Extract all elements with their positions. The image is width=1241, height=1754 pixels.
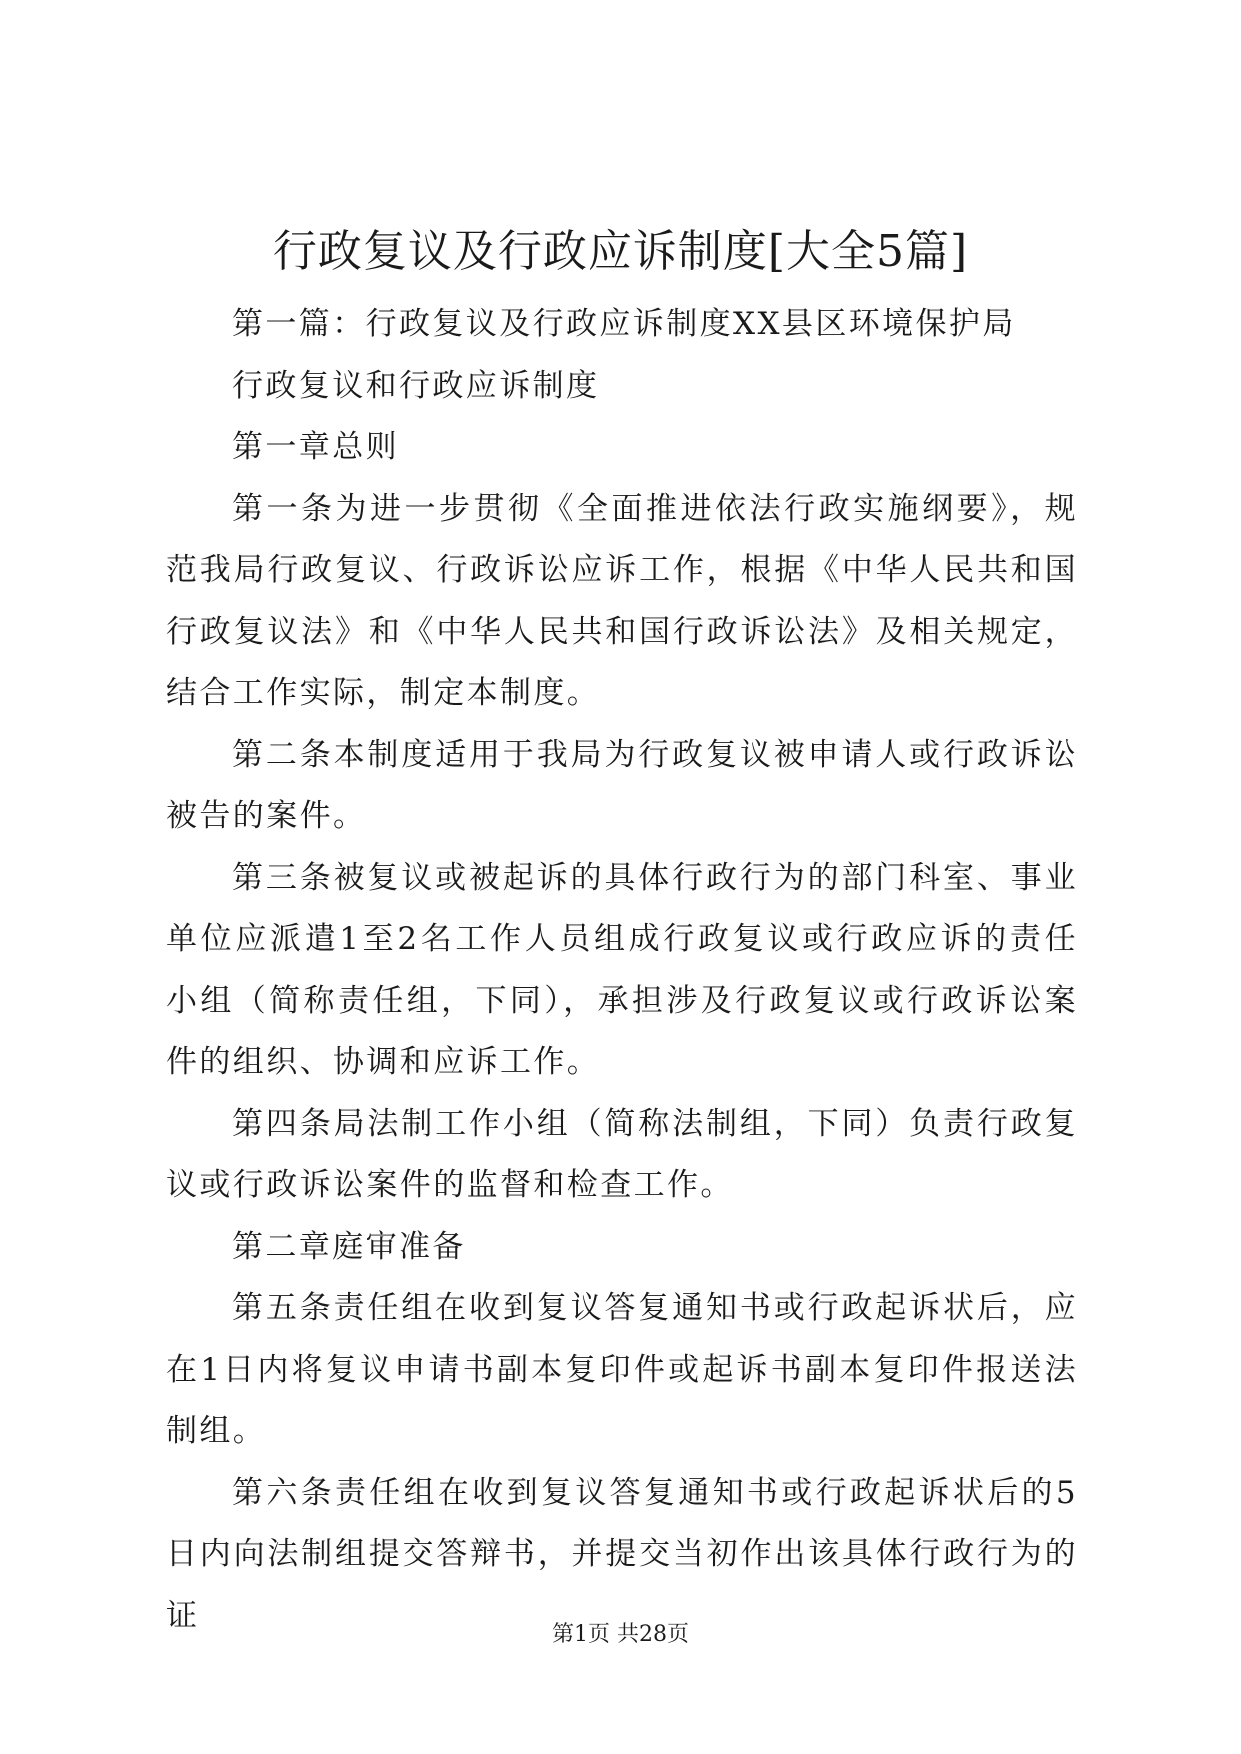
article-paragraph: 第三条被复议或被起诉的具体行政行为的部门科室、事业单位应派遣1至2名工作人员组成行政复议或行政应诉的责任小组（简称责任组，下同），承担涉及行政复议或行政诉讼案件的组织、协调和应诉工作。	[166, 859, 1078, 1080]
article-paragraph: 第四条局法制工作小组（简称法制组，下同）负责行政复议或行政诉讼案件的监督和检查工作。	[166, 1105, 1078, 1203]
article-paragraph: 第五条责任组在收到复议答复通知书或行政起诉状后，应在1日内将复议申请书副本复印件或起诉书副本复印件报送法制组。	[166, 1290, 1078, 1449]
document-title: 行政复议及行政应诉制度[大全5篇]	[272, 226, 969, 277]
chapter-heading: 第一章总则	[232, 429, 399, 465]
article-paragraph: 第一条为进一步贯彻《全面推进依法行政实施纲要》，规范我局行政复议、行政诉讼应诉工作，根据《中华人民共和国行政复议法》和《中华人民共和国行政诉讼法》及相关规定，结合工作实际，制定本制度。	[166, 490, 1078, 711]
subtitle: 行政复议和行政应诉制度	[232, 367, 600, 404]
article-paragraph: 第六条责任组在收到复议答复通知书或行政起诉状后的5日内向法制组提交答辩书，并提交当初作出该具体行政行为的证	[166, 1474, 1078, 1634]
document-body	[166, 294, 1078, 1647]
page-number-footer: 第1页 共28页	[552, 1622, 689, 1647]
chapter-heading: 第二章庭审准备	[232, 1228, 466, 1265]
section-heading: 第一篇：行政复议及行政应诉制度XX县区环境保护局	[232, 306, 1016, 342]
article-paragraph: 第二条本制度适用于我局为行政复议被申请人或行政诉讼被告的案件。	[166, 736, 1078, 834]
